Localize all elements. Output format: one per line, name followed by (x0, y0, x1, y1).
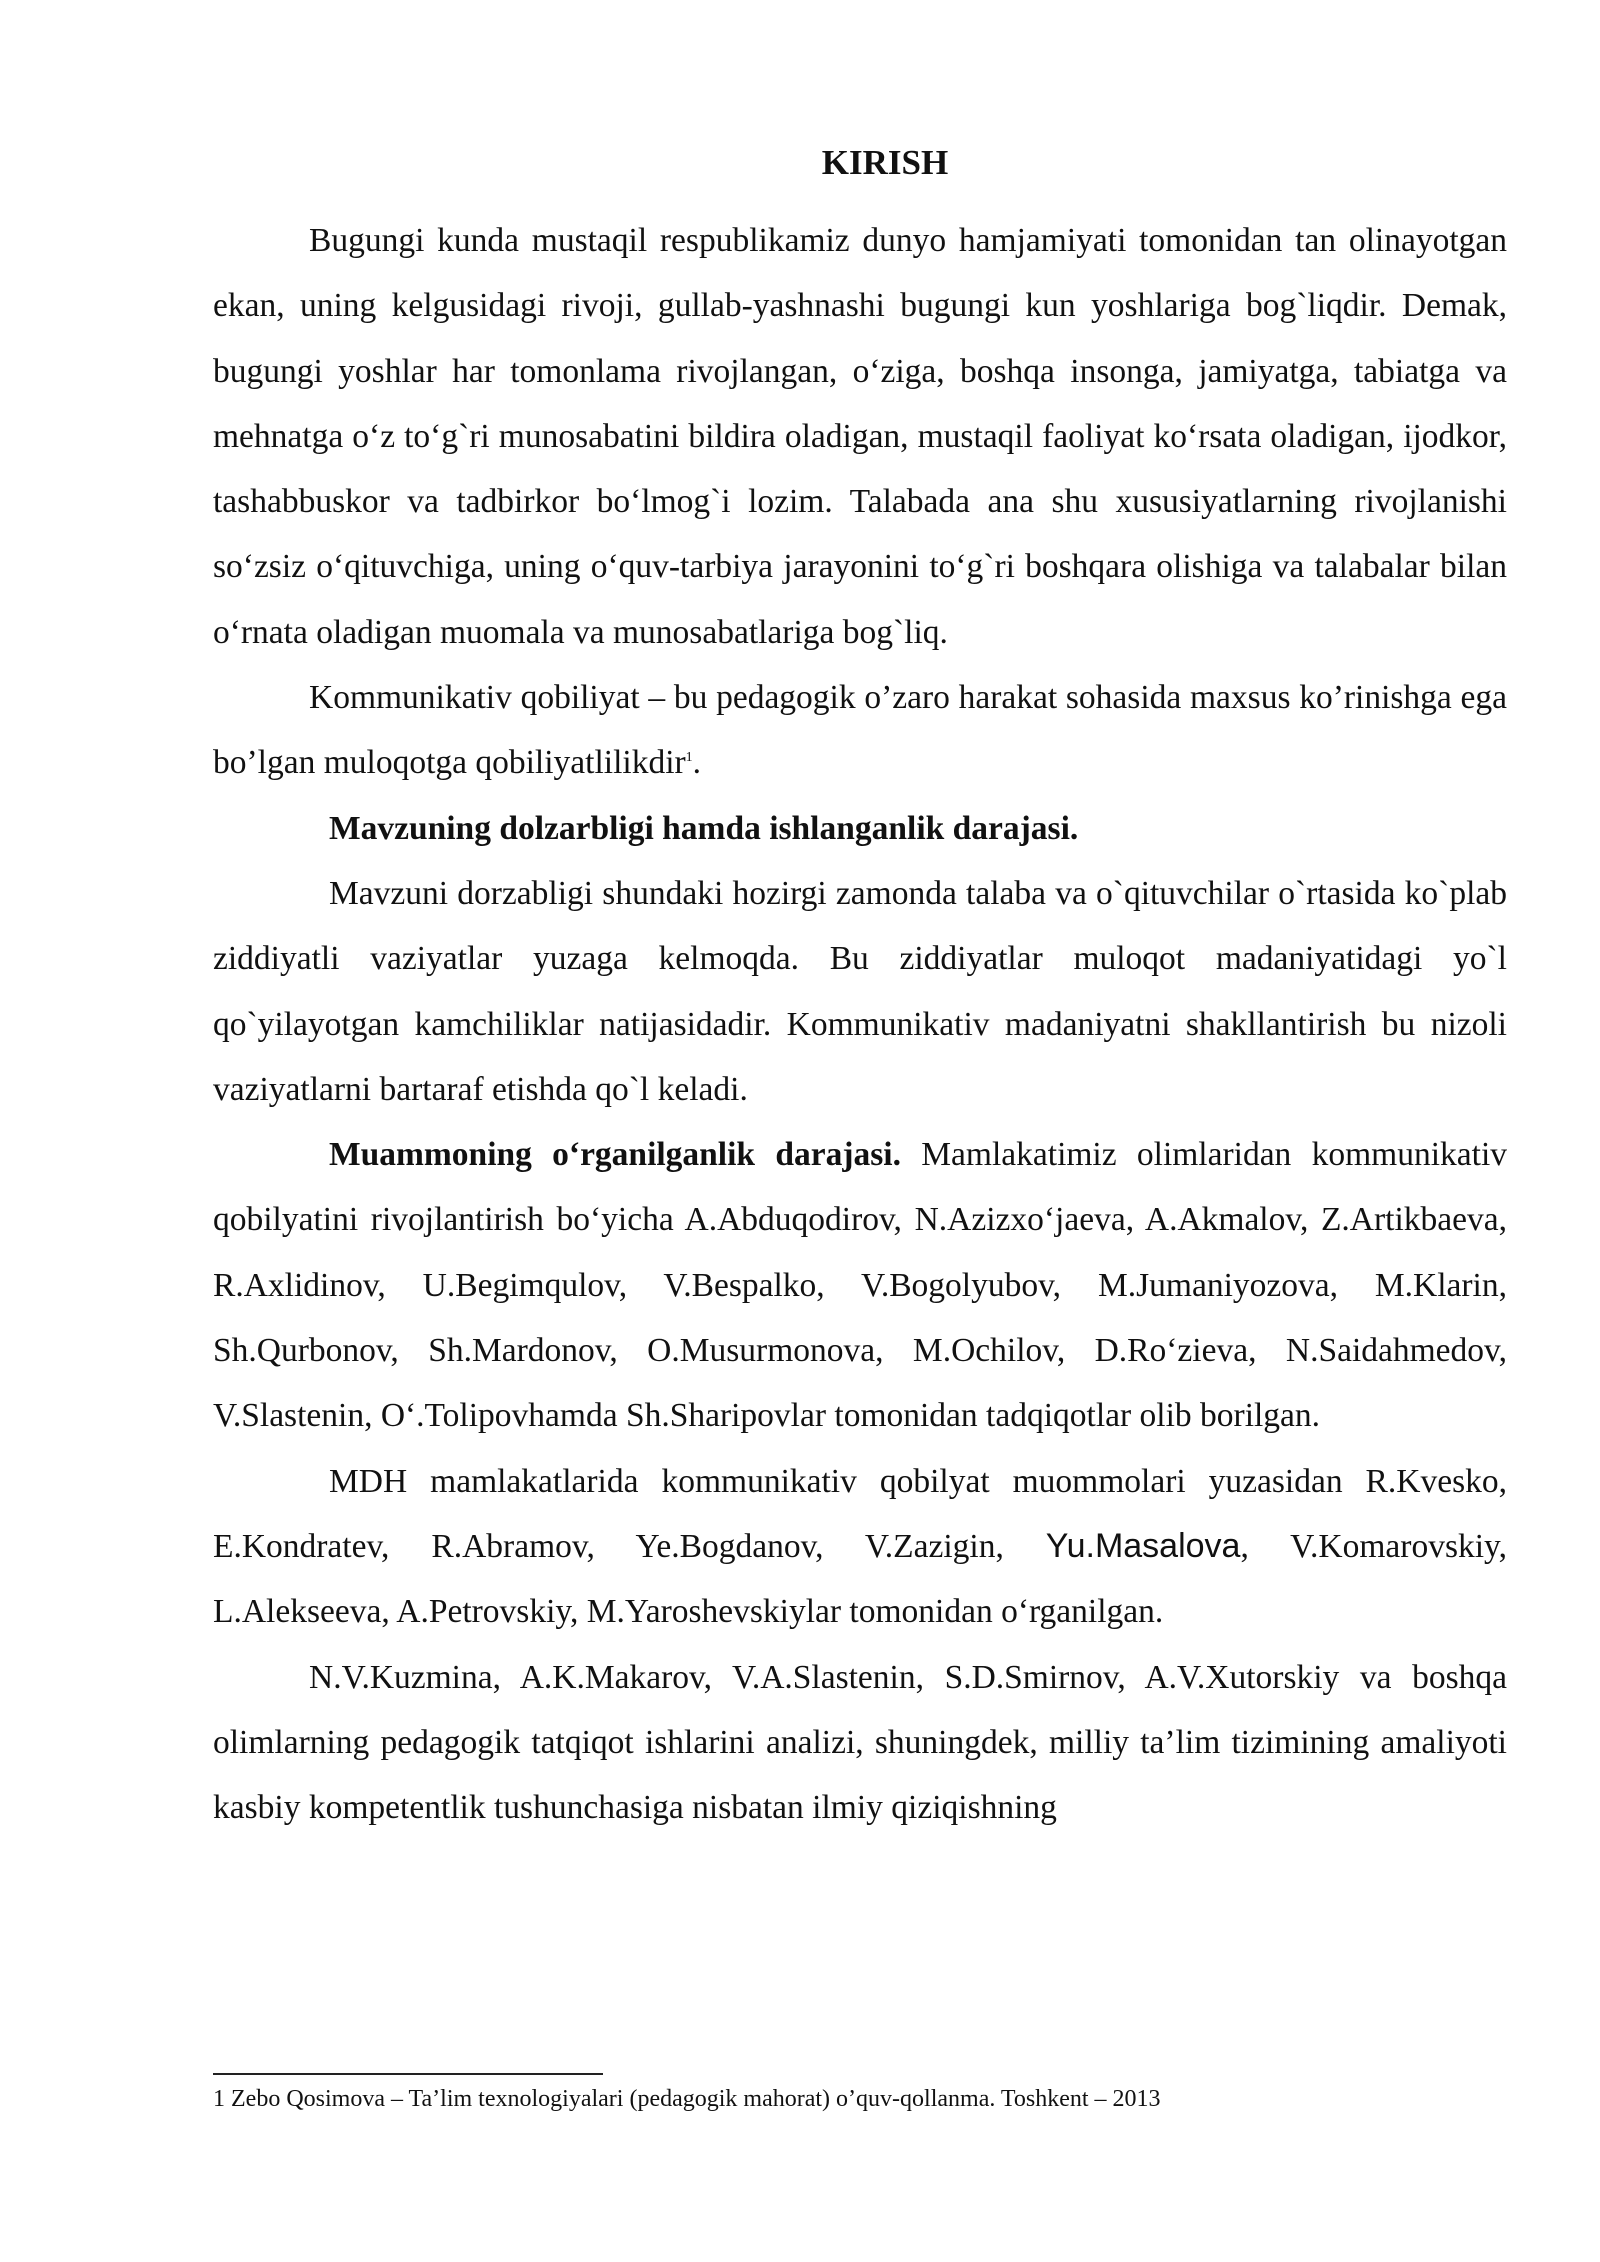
cis-name-sans: Yu.Masalova (1045, 1526, 1241, 1565)
page-title: KIRISH (821, 143, 949, 182)
footnote-divider (213, 2073, 603, 2075)
definition-end: . (692, 744, 702, 782)
cis-text-b: , V.Komarovskiy, L.Alekseeva, A.Petrovskiy, M.Yaroshevskiylar tomonidan o‘rganilgan. (213, 1527, 1507, 1631)
research-level-text: Mamlakatimiz olimlaridan kommunikativ qobilyatini rivojlantirish bo‘yicha A.Abduqodirov, N.Azizxo‘jaeva, A.Akmalov, Z.Artikbaeva, R.Axlidinov, U.Begimqulov, V.Bespalko, V.Bogolyubov, M.Jumaniyozova, M.Klarin, Sh.Qurbonov, Sh.Mardonov, O.Musurmonova, M.Ochilov, D.Ro‘zieva, N.Saidahmedov, V.Slastenin, O‘.Tolipovhamda Sh.Sharipovlar tomonidan tadqiqotlar olib borilgan. (213, 1136, 1507, 1435)
document-page (213, 130, 1507, 1840)
paragraph-relevance: Mavzuni dorzabligi shundaki hozirgi zamonda talaba va o`qituvchilar o`rtasida ko`plab ziddiyatli vaziyatlar yuzaga kelmoqda. Bu ziddiyatlar muloqot madaniyatidagi yo`l qo`yilayotgan kamchiliklar natijasidadir. Kommunikativ madaniyatni shakllantirish bu nizoli vaziyatlarni bartaraf etishda qo`l keladi. (213, 874, 1507, 1108)
paragraph-intro: Bugungi kunda mustaqil respublikamiz dunyo hamjamiyati tomonidan tan olinayotgan ekan, uning kelgusidagi rivoji, gullab-yashnashi bugungi kun yoshlariga bog`liqdir. Demak, bugungi yoshlar har tomonlama rivojlangan, o‘ziga, boshqa insonga, jamiyatga, tabiatga va mehnatga o‘z to‘g`ri munosabatini bildira oladigan, mustaqil faoliyat ko‘rsata oladigan, ijodkor, tashabbuskor va tadbirkor bo‘lmog`i lozim. Talabada ana shu xususiyatlarning rivojlanishi so‘zsiz o‘qituvchiga, uning o‘quv-tarbiya jarayonini to‘g`ri boshqara olishiga va talabalar bilan o‘rnata oladigan muomala va munosabatlariga bog`liq. (213, 222, 1507, 651)
paragraph-definition (213, 665, 1507, 796)
cis-text-a: MDH mamlakatlarida kommunikativ qobilyat muommolari yuzasidan R.Kvesko, E.Kondratev, R.Abramov, Ye.Bogdanov, V.Zazigin, (213, 1462, 1507, 1565)
paragraph-cis-research (213, 1449, 1507, 1645)
paragraph-research-level (213, 1122, 1507, 1448)
footnote: 1 Zebo Qosimova – Ta’lim texnologiyalari (pedagogik mahorat) o’quv-qollanma. Toshkent – 2013 (213, 2086, 1161, 2112)
definition-text: Kommunikativ qobiliyat – bu pedagogik o’zaro harakat sohasida maxsus ko’rinishga ega bo’lgan muloqotga qobiliyatlilikdir (213, 679, 1507, 782)
paragraph-analysis: N.V.Kuzmina, A.K.Makarov, V.A.Slastenin, S.D.Smirnov, A.V.Xutorskiy va boshqa olimlarning pedagogik tatqiqot ishlarini analizi, shuningdek, milliy ta’lim tizimining amaliyoti kasbiy kompetentlik tushunchasiga nisbatan ilmiy qiziqishning (213, 1658, 1507, 1827)
footnote-ref: 1 (685, 750, 693, 766)
section-heading-relevance: Mavzuning dolzarbligi hamda ishlanganlik darajasi. (329, 809, 1079, 847)
research-level-heading: Muammoning o‘rganilganlik darajasi. (329, 1136, 901, 1174)
